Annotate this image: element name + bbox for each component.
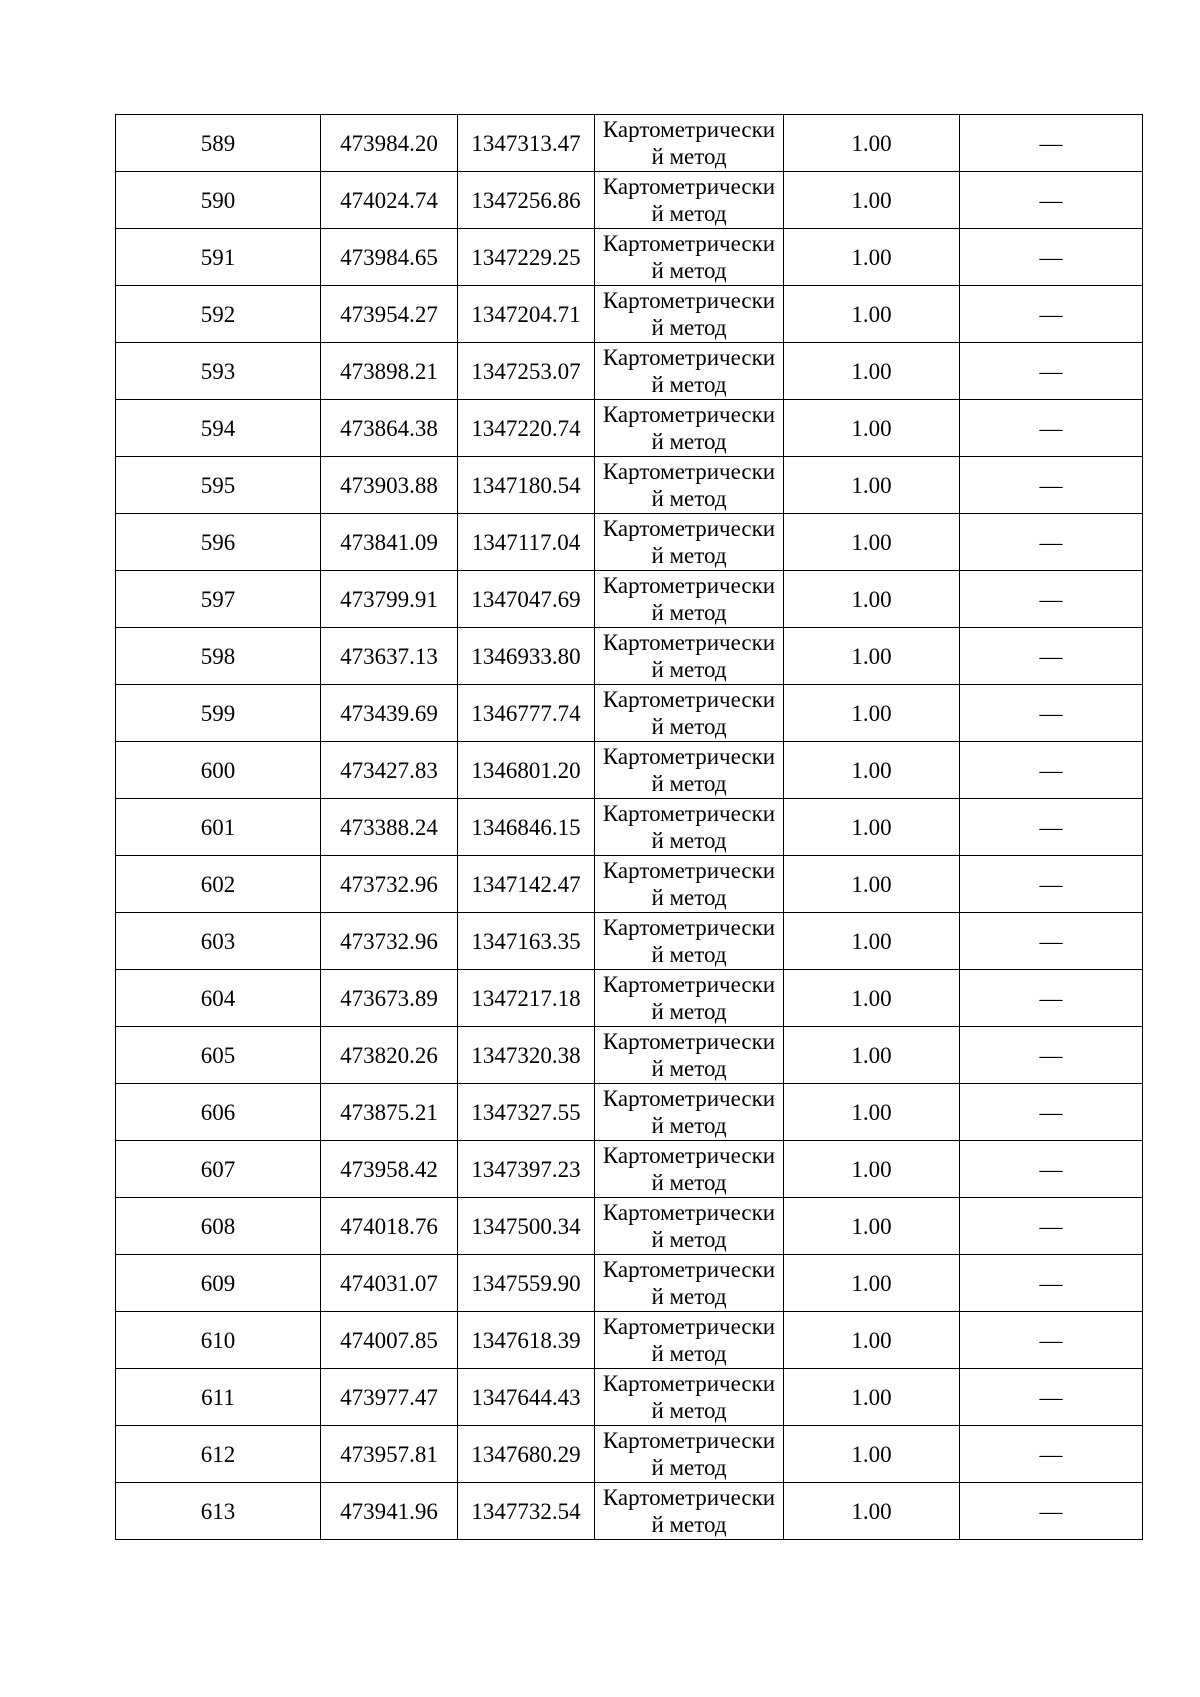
x-coordinate-cell: 473732.96 bbox=[321, 913, 458, 970]
y-coordinate-cell: 1346777.74 bbox=[458, 685, 595, 742]
point-number-cell: 592 bbox=[116, 286, 321, 343]
accuracy-cell: 1.00 bbox=[784, 229, 960, 286]
table-row bbox=[116, 1312, 1143, 1369]
table-row bbox=[116, 1141, 1143, 1198]
accuracy-cell: 1.00 bbox=[784, 1255, 960, 1312]
x-coordinate-cell: 473954.27 bbox=[321, 286, 458, 343]
accuracy-cell: 1.00 bbox=[784, 913, 960, 970]
accuracy-cell: 1.00 bbox=[784, 1483, 960, 1540]
accuracy-cell: 1.00 bbox=[784, 457, 960, 514]
note-cell: — bbox=[960, 1369, 1143, 1426]
y-coordinate-cell: 1347500.34 bbox=[458, 1198, 595, 1255]
x-coordinate-cell: 473941.96 bbox=[321, 1483, 458, 1540]
table-row bbox=[116, 742, 1143, 799]
method-cell: Картометрически й метод bbox=[595, 799, 784, 856]
x-coordinate-cell: 473673.89 bbox=[321, 970, 458, 1027]
method-cell: Картометрически й метод bbox=[595, 1483, 784, 1540]
x-coordinate-cell: 474031.07 bbox=[321, 1255, 458, 1312]
table-row bbox=[116, 457, 1143, 514]
coordinates-table-body bbox=[116, 115, 1143, 1540]
accuracy-cell: 1.00 bbox=[784, 1084, 960, 1141]
point-number-cell: 601 bbox=[116, 799, 321, 856]
method-cell: Картометрически й метод bbox=[595, 970, 784, 1027]
note-cell: — bbox=[960, 799, 1143, 856]
x-coordinate-cell: 473957.81 bbox=[321, 1426, 458, 1483]
y-coordinate-cell: 1347313.47 bbox=[458, 115, 595, 172]
y-coordinate-cell: 1347220.74 bbox=[458, 400, 595, 457]
accuracy-cell: 1.00 bbox=[784, 799, 960, 856]
point-number-cell: 591 bbox=[116, 229, 321, 286]
method-cell: Картометрически й метод bbox=[595, 685, 784, 742]
method-cell: Картометрически й метод bbox=[595, 1027, 784, 1084]
accuracy-cell: 1.00 bbox=[784, 742, 960, 799]
point-number-cell: 593 bbox=[116, 343, 321, 400]
accuracy-cell: 1.00 bbox=[784, 172, 960, 229]
x-coordinate-cell: 473820.26 bbox=[321, 1027, 458, 1084]
method-cell: Картометрически й метод bbox=[595, 1141, 784, 1198]
note-cell: — bbox=[960, 1483, 1143, 1540]
point-number-cell: 597 bbox=[116, 571, 321, 628]
x-coordinate-cell: 473841.09 bbox=[321, 514, 458, 571]
point-number-cell: 600 bbox=[116, 742, 321, 799]
method-cell: Картометрически й метод bbox=[595, 286, 784, 343]
point-number-cell: 594 bbox=[116, 400, 321, 457]
method-cell: Картометрически й метод bbox=[595, 115, 784, 172]
method-cell: Картометрически й метод bbox=[595, 571, 784, 628]
method-cell: Картометрически й метод bbox=[595, 742, 784, 799]
y-coordinate-cell: 1347618.39 bbox=[458, 1312, 595, 1369]
table-row bbox=[116, 799, 1143, 856]
table-row bbox=[116, 1255, 1143, 1312]
table-row bbox=[116, 970, 1143, 1027]
accuracy-cell: 1.00 bbox=[784, 1369, 960, 1426]
note-cell: — bbox=[960, 1084, 1143, 1141]
accuracy-cell: 1.00 bbox=[784, 1027, 960, 1084]
accuracy-cell: 1.00 bbox=[784, 400, 960, 457]
x-coordinate-cell: 474018.76 bbox=[321, 1198, 458, 1255]
y-coordinate-cell: 1347117.04 bbox=[458, 514, 595, 571]
point-number-cell: 596 bbox=[116, 514, 321, 571]
accuracy-cell: 1.00 bbox=[784, 1198, 960, 1255]
y-coordinate-cell: 1347256.86 bbox=[458, 172, 595, 229]
y-coordinate-cell: 1347397.23 bbox=[458, 1141, 595, 1198]
note-cell: — bbox=[960, 286, 1143, 343]
point-number-cell: 590 bbox=[116, 172, 321, 229]
point-number-cell: 603 bbox=[116, 913, 321, 970]
table-row bbox=[116, 571, 1143, 628]
table-row bbox=[116, 1084, 1143, 1141]
point-number-cell: 608 bbox=[116, 1198, 321, 1255]
method-cell: Картометрически й метод bbox=[595, 457, 784, 514]
note-cell: — bbox=[960, 400, 1143, 457]
accuracy-cell: 1.00 bbox=[784, 1426, 960, 1483]
y-coordinate-cell: 1346846.15 bbox=[458, 799, 595, 856]
note-cell: — bbox=[960, 1255, 1143, 1312]
point-number-cell: 599 bbox=[116, 685, 321, 742]
table-row bbox=[116, 913, 1143, 970]
method-cell: Картометрически й метод bbox=[595, 1198, 784, 1255]
method-cell: Картометрически й метод bbox=[595, 1084, 784, 1141]
accuracy-cell: 1.00 bbox=[784, 685, 960, 742]
note-cell: — bbox=[960, 514, 1143, 571]
accuracy-cell: 1.00 bbox=[784, 514, 960, 571]
accuracy-cell: 1.00 bbox=[784, 1312, 960, 1369]
note-cell: — bbox=[960, 742, 1143, 799]
note-cell: — bbox=[960, 1312, 1143, 1369]
table-row bbox=[116, 400, 1143, 457]
point-number-cell: 609 bbox=[116, 1255, 321, 1312]
x-coordinate-cell: 474007.85 bbox=[321, 1312, 458, 1369]
point-number-cell: 611 bbox=[116, 1369, 321, 1426]
note-cell: — bbox=[960, 913, 1143, 970]
note-cell: — bbox=[960, 685, 1143, 742]
method-cell: Картометрически й метод bbox=[595, 343, 784, 400]
accuracy-cell: 1.00 bbox=[784, 856, 960, 913]
point-number-cell: 610 bbox=[116, 1312, 321, 1369]
method-cell: Картометрически й метод bbox=[595, 1312, 784, 1369]
method-cell: Картометрически й метод bbox=[595, 1369, 784, 1426]
method-cell: Картометрически й метод bbox=[595, 1426, 784, 1483]
table-row bbox=[116, 1369, 1143, 1426]
note-cell: — bbox=[960, 856, 1143, 913]
point-number-cell: 606 bbox=[116, 1084, 321, 1141]
y-coordinate-cell: 1347163.35 bbox=[458, 913, 595, 970]
note-cell: — bbox=[960, 970, 1143, 1027]
point-number-cell: 612 bbox=[116, 1426, 321, 1483]
point-number-cell: 613 bbox=[116, 1483, 321, 1540]
x-coordinate-cell: 473864.38 bbox=[321, 400, 458, 457]
table-row bbox=[116, 1027, 1143, 1084]
accuracy-cell: 1.00 bbox=[784, 628, 960, 685]
method-cell: Картометрически й метод bbox=[595, 628, 784, 685]
method-cell: Картометрически й метод bbox=[595, 172, 784, 229]
method-cell: Картометрически й метод bbox=[595, 514, 784, 571]
accuracy-cell: 1.00 bbox=[784, 970, 960, 1027]
y-coordinate-cell: 1346933.80 bbox=[458, 628, 595, 685]
x-coordinate-cell: 473427.83 bbox=[321, 742, 458, 799]
accuracy-cell: 1.00 bbox=[784, 571, 960, 628]
method-cell: Картометрически й метод bbox=[595, 400, 784, 457]
y-coordinate-cell: 1347327.55 bbox=[458, 1084, 595, 1141]
method-cell: Картометрически й метод bbox=[595, 856, 784, 913]
y-coordinate-cell: 1347732.54 bbox=[458, 1483, 595, 1540]
y-coordinate-cell: 1347142.47 bbox=[458, 856, 595, 913]
note-cell: — bbox=[960, 343, 1143, 400]
y-coordinate-cell: 1346801.20 bbox=[458, 742, 595, 799]
table-row bbox=[116, 286, 1143, 343]
x-coordinate-cell: 473799.91 bbox=[321, 571, 458, 628]
coordinates-table bbox=[115, 114, 1143, 1540]
table-row bbox=[116, 514, 1143, 571]
table-row bbox=[116, 685, 1143, 742]
x-coordinate-cell: 473439.69 bbox=[321, 685, 458, 742]
point-number-cell: 605 bbox=[116, 1027, 321, 1084]
accuracy-cell: 1.00 bbox=[784, 115, 960, 172]
point-number-cell: 602 bbox=[116, 856, 321, 913]
y-coordinate-cell: 1347644.43 bbox=[458, 1369, 595, 1426]
y-coordinate-cell: 1347559.90 bbox=[458, 1255, 595, 1312]
point-number-cell: 604 bbox=[116, 970, 321, 1027]
table-row bbox=[116, 172, 1143, 229]
x-coordinate-cell: 473875.21 bbox=[321, 1084, 458, 1141]
y-coordinate-cell: 1347180.54 bbox=[458, 457, 595, 514]
x-coordinate-cell: 473958.42 bbox=[321, 1141, 458, 1198]
table-row bbox=[116, 343, 1143, 400]
method-cell: Картометрически й метод bbox=[595, 1255, 784, 1312]
y-coordinate-cell: 1347320.38 bbox=[458, 1027, 595, 1084]
note-cell: — bbox=[960, 457, 1143, 514]
note-cell: — bbox=[960, 1198, 1143, 1255]
note-cell: — bbox=[960, 571, 1143, 628]
accuracy-cell: 1.00 bbox=[784, 286, 960, 343]
point-number-cell: 607 bbox=[116, 1141, 321, 1198]
note-cell: — bbox=[960, 1141, 1143, 1198]
accuracy-cell: 1.00 bbox=[784, 1141, 960, 1198]
point-number-cell: 589 bbox=[116, 115, 321, 172]
note-cell: — bbox=[960, 1426, 1143, 1483]
note-cell: — bbox=[960, 172, 1143, 229]
table-row bbox=[116, 628, 1143, 685]
y-coordinate-cell: 1347217.18 bbox=[458, 970, 595, 1027]
y-coordinate-cell: 1347204.71 bbox=[458, 286, 595, 343]
x-coordinate-cell: 473388.24 bbox=[321, 799, 458, 856]
x-coordinate-cell: 473732.96 bbox=[321, 856, 458, 913]
x-coordinate-cell: 473898.21 bbox=[321, 343, 458, 400]
x-coordinate-cell: 473977.47 bbox=[321, 1369, 458, 1426]
method-cell: Картометрически й метод bbox=[595, 229, 784, 286]
table-row bbox=[116, 115, 1143, 172]
x-coordinate-cell: 473903.88 bbox=[321, 457, 458, 514]
table-row bbox=[116, 229, 1143, 286]
point-number-cell: 598 bbox=[116, 628, 321, 685]
x-coordinate-cell: 473984.20 bbox=[321, 115, 458, 172]
note-cell: — bbox=[960, 1027, 1143, 1084]
y-coordinate-cell: 1347253.07 bbox=[458, 343, 595, 400]
table-row bbox=[116, 1198, 1143, 1255]
y-coordinate-cell: 1347680.29 bbox=[458, 1426, 595, 1483]
note-cell: — bbox=[960, 229, 1143, 286]
note-cell: — bbox=[960, 628, 1143, 685]
accuracy-cell: 1.00 bbox=[784, 343, 960, 400]
x-coordinate-cell: 473637.13 bbox=[321, 628, 458, 685]
y-coordinate-cell: 1347047.69 bbox=[458, 571, 595, 628]
y-coordinate-cell: 1347229.25 bbox=[458, 229, 595, 286]
method-cell: Картометрически й метод bbox=[595, 913, 784, 970]
table-row bbox=[116, 856, 1143, 913]
x-coordinate-cell: 474024.74 bbox=[321, 172, 458, 229]
table-row bbox=[116, 1483, 1143, 1540]
note-cell: — bbox=[960, 115, 1143, 172]
x-coordinate-cell: 473984.65 bbox=[321, 229, 458, 286]
table-row bbox=[116, 1426, 1143, 1483]
point-number-cell: 595 bbox=[116, 457, 321, 514]
